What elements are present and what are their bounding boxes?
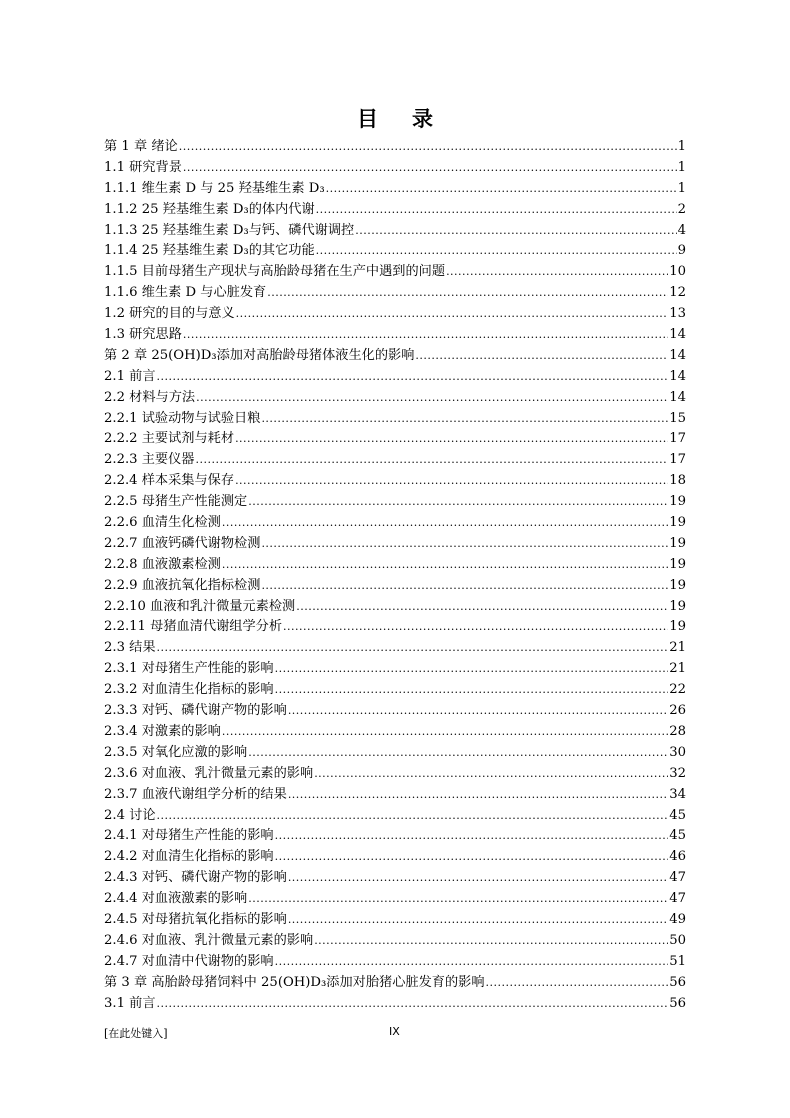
toc-leader-dots [235, 471, 668, 492]
toc-leader-dots [288, 868, 668, 889]
toc-entry-label: 第 1 章 绪论 [104, 139, 178, 154]
toc-leader-dots [486, 973, 669, 994]
toc-leader-dots [288, 785, 668, 806]
toc-entry[interactable] [104, 680, 686, 701]
toc-entry-label: 1.1.6 维生素 D 与心脏发育 [104, 285, 267, 301]
toc-entry-label: 1.3 研究思路 [104, 327, 182, 343]
toc-entry-label: 2.3.6 对血液、乳汁微量元素的影响 [104, 765, 314, 781]
toc-entry-label: 2.2.3 主要仪器 [104, 452, 195, 468]
footer-page-number: IX [389, 1025, 400, 1038]
footer-placeholder[interactable]: [在此处键入] [104, 1027, 168, 1040]
toc-entry-page: 21 [669, 661, 686, 677]
toc-leader-dots [222, 722, 668, 743]
toc-entry-page: 1 [677, 139, 686, 154]
toc-entry-label: 2.2.5 母猪生产性能测定 [104, 494, 248, 510]
toc-entry-label: 第 2 章 25(OH)D₃添加对高胎龄母猪体液生化的影响 [104, 347, 415, 363]
toc-leader-dots [296, 597, 668, 618]
toc-leader-dots [316, 241, 677, 262]
toc-entry-page: 47 [669, 891, 686, 907]
toc-entry-page: 47 [669, 870, 686, 886]
toc-leader-dots [314, 931, 668, 952]
table-of-contents [104, 137, 686, 1014]
toc-entry[interactable] [104, 597, 686, 618]
toc-entry[interactable] [104, 346, 686, 367]
toc-entry-label: 2.3.4 对激素的影响 [104, 723, 221, 739]
toc-leader-dots [236, 304, 669, 325]
toc-leader-dots [275, 847, 669, 868]
toc-leader-dots [157, 367, 669, 388]
toc-entry[interactable] [104, 367, 686, 388]
toc-entry-page: 26 [669, 703, 686, 719]
toc-entry[interactable] [104, 262, 686, 283]
toc-entry-label: 3.1 前言 [104, 995, 156, 1011]
toc-entry-label: 2.2 材料与方法 [104, 389, 196, 405]
toc-entry-label: 2.3.5 对氧化应激的影响 [104, 744, 248, 760]
toc-entry[interactable] [104, 158, 686, 179]
toc-entry-page: 51 [669, 953, 686, 969]
toc-entry-label: 2.3.7 血液代谢组学分析的结果 [104, 786, 287, 802]
toc-entry-label: 2.4.4 对血液激素的影响 [104, 891, 248, 907]
toc-entry-page: 46 [669, 849, 686, 865]
toc-entry-page: 1 [677, 180, 686, 196]
toc-entry-label: 1.1.4 25 羟基维生素 D₃的其它功能 [104, 243, 315, 259]
toc-leader-dots [316, 200, 677, 221]
toc-entry-label: 1.1.1 维生素 D 与 25 羟基维生素 D₃ [104, 180, 325, 196]
toc-entry-page: 14 [669, 368, 686, 384]
toc-entry-page: 49 [669, 911, 686, 927]
toc-entry[interactable] [104, 450, 686, 471]
toc-entry-page: 21 [669, 640, 686, 656]
toc-entry-page: 19 [669, 535, 686, 551]
toc-leader-dots [183, 325, 668, 346]
toc-entry-label: 2.4.6 对血液、乳汁微量元素的影响 [104, 932, 314, 948]
toc-entry[interactable] [104, 889, 686, 910]
toc-entry-page: 19 [669, 598, 686, 614]
toc-entry-page: 18 [669, 473, 686, 489]
toc-entry[interactable] [104, 471, 686, 492]
toc-entry-label: 2.2.11 母猪血清代谢组学分析 [104, 619, 283, 635]
toc-entry-page: 17 [669, 452, 686, 468]
toc-leader-dots [261, 576, 668, 597]
toc-entry[interactable] [104, 701, 686, 722]
toc-leader-dots [235, 429, 668, 450]
toc-entry-page: 2 [677, 201, 686, 217]
toc-entry-page: 45 [669, 828, 686, 844]
toc-entry-label: 2.2.8 血液激素检测 [104, 556, 221, 572]
toc-leader-dots [183, 158, 677, 179]
toc-entry[interactable] [104, 429, 686, 450]
title-char-1: 目 [357, 106, 378, 131]
toc-entry[interactable] [104, 952, 686, 973]
toc-entry[interactable] [104, 617, 686, 638]
toc-entry-page: 14 [669, 389, 686, 405]
toc-entry-page: 19 [669, 577, 686, 593]
toc-entry-label: 2.4 讨论 [104, 807, 156, 823]
toc-entry-label: 2.2.4 样本采集与保存 [104, 473, 235, 489]
toc-leader-dots [415, 346, 668, 367]
toc-entry-page: 22 [669, 682, 686, 698]
toc-leader-dots [196, 388, 668, 409]
toc-leader-dots [196, 450, 669, 471]
toc-entry-page: 14 [669, 347, 686, 363]
toc-entry[interactable] [104, 325, 686, 346]
toc-entry-label: 2.1 前言 [104, 368, 156, 384]
toc-entry-page: 32 [669, 765, 686, 781]
toc-leader-dots [248, 492, 668, 513]
toc-leader-dots [275, 680, 669, 701]
title-char-2: 录 [412, 106, 433, 131]
toc-entry-page: 45 [669, 807, 686, 823]
toc-entry-label: 1.1.5 目前母猪生产现状与高胎龄母猪在生产中遇到的问题 [104, 264, 446, 280]
toc-entry-page: 19 [669, 619, 686, 635]
toc-entry-page: 12 [669, 285, 686, 301]
toc-entry-page: 9 [677, 243, 686, 259]
toc-entry[interactable] [104, 409, 686, 430]
toc-entry[interactable] [104, 638, 686, 659]
toc-leader-dots [222, 513, 668, 534]
toc-entry-page: 56 [669, 974, 686, 990]
toc-leader-dots [275, 952, 669, 973]
toc-leader-dots [222, 555, 668, 576]
toc-entry[interactable] [104, 994, 686, 1015]
toc-leader-dots [326, 179, 677, 200]
toc-entry-label: 1.1 研究背景 [104, 159, 182, 175]
toc-entry[interactable] [104, 492, 686, 513]
toc-leader-dots [261, 409, 668, 430]
toc-entry-page: 30 [669, 744, 686, 760]
toc-entry-label: 1.2 研究的目的与意义 [104, 306, 235, 322]
toc-leader-dots [248, 743, 668, 764]
toc-leader-dots [275, 659, 669, 680]
page-title [0, 103, 790, 133]
toc-entry-label: 2.2.7 血液钙磷代谢物检测 [104, 535, 261, 551]
toc-entry-page: 34 [669, 786, 686, 802]
toc-entry[interactable] [104, 388, 686, 409]
toc-leader-dots [248, 889, 668, 910]
toc-leader-dots [157, 638, 669, 659]
toc-entry[interactable] [104, 513, 686, 534]
toc-entry-page: 19 [669, 556, 686, 572]
toc-entry[interactable] [104, 221, 686, 242]
toc-entry[interactable] [104, 743, 686, 764]
toc-entry-page: 50 [669, 932, 686, 948]
toc-entry-label: 2.2.9 血液抗氧化指标检测 [104, 577, 261, 593]
toc-leader-dots [157, 806, 669, 827]
toc-entry-label: 2.2.1 试验动物与试验日粮 [104, 410, 261, 426]
toc-entry-page: 4 [677, 222, 686, 238]
toc-entry-label: 2.2.10 血液和乳汁微量元素检测 [104, 598, 296, 614]
toc-entry-label: 2.4.7 对血清中代谢物的影响 [104, 953, 274, 969]
toc-leader-dots [179, 137, 677, 158]
toc-entry[interactable] [104, 826, 686, 847]
toc-entry-page: 14 [669, 327, 686, 343]
toc-leader-dots [261, 534, 668, 555]
toc-entry-label: 2.4.1 对母猪生产性能的影响 [104, 828, 274, 844]
toc-entry-page: 17 [669, 431, 686, 447]
toc-entry-label: 2.4.2 对血清生化指标的影响 [104, 849, 274, 865]
toc-leader-dots [355, 221, 676, 242]
toc-entry[interactable] [104, 931, 686, 952]
toc-entry[interactable] [104, 722, 686, 743]
toc-entry[interactable] [104, 868, 686, 889]
toc-entry[interactable] [104, 659, 686, 680]
toc-entry[interactable] [104, 179, 686, 200]
toc-entry[interactable] [104, 534, 686, 555]
toc-entry-page: 10 [669, 264, 686, 280]
toc-entry-label: 2.2.6 血清生化检测 [104, 515, 221, 531]
toc-entry[interactable] [104, 200, 686, 221]
toc-entry-label: 2.3.2 对血清生化指标的影响 [104, 682, 274, 698]
toc-leader-dots [275, 826, 669, 847]
toc-entry-page: 13 [669, 306, 686, 322]
toc-entry-page: 56 [669, 995, 686, 1011]
toc-entry-page: 19 [669, 494, 686, 510]
toc-leader-dots [157, 994, 669, 1015]
toc-entry-label: 第 3 章 高胎龄母猪饲料中 25(OH)D₃添加对胎猪心脏发育的影响 [104, 974, 485, 990]
toc-entry[interactable] [104, 137, 686, 158]
toc-entry[interactable] [104, 555, 686, 576]
toc-leader-dots [314, 764, 668, 785]
toc-leader-dots [283, 617, 668, 638]
toc-entry-page: 15 [669, 410, 686, 426]
toc-leader-dots [267, 283, 668, 304]
toc-entry-label: 2.2.2 主要试剂与耗材 [104, 431, 235, 447]
toc-entry-page: 28 [669, 723, 686, 739]
toc-entry[interactable] [104, 304, 686, 325]
toc-leader-dots [288, 701, 668, 722]
toc-entry[interactable] [104, 576, 686, 597]
toc-entry[interactable] [104, 764, 686, 785]
toc-entry[interactable] [104, 910, 686, 931]
toc-entry-page: 1 [677, 159, 686, 175]
toc-leader-dots [446, 262, 668, 283]
toc-leader-dots [288, 910, 668, 931]
toc-entry[interactable] [104, 283, 686, 304]
toc-entry[interactable] [104, 806, 686, 827]
toc-entry-label: 2.3 结果 [104, 640, 156, 656]
toc-entry-label: 2.3.3 对钙、磷代谢产物的影响 [104, 703, 287, 719]
toc-entry[interactable] [104, 241, 686, 262]
toc-entry[interactable] [104, 785, 686, 806]
toc-entry-label: 1.1.3 25 羟基维生素 D₃与钙、磷代谢调控 [104, 222, 355, 238]
toc-entry-page: 19 [669, 515, 686, 531]
toc-entry-label: 1.1.2 25 羟基维生素 D₃的体内代谢 [104, 201, 315, 217]
toc-entry[interactable] [104, 973, 686, 994]
toc-entry-label: 2.4.3 对钙、磷代谢产物的影响 [104, 870, 287, 886]
toc-entry[interactable] [104, 847, 686, 868]
toc-entry-label: 2.4.5 对母猪抗氧化指标的影响 [104, 911, 287, 927]
toc-entry-label: 2.3.1 对母猪生产性能的影响 [104, 661, 274, 677]
